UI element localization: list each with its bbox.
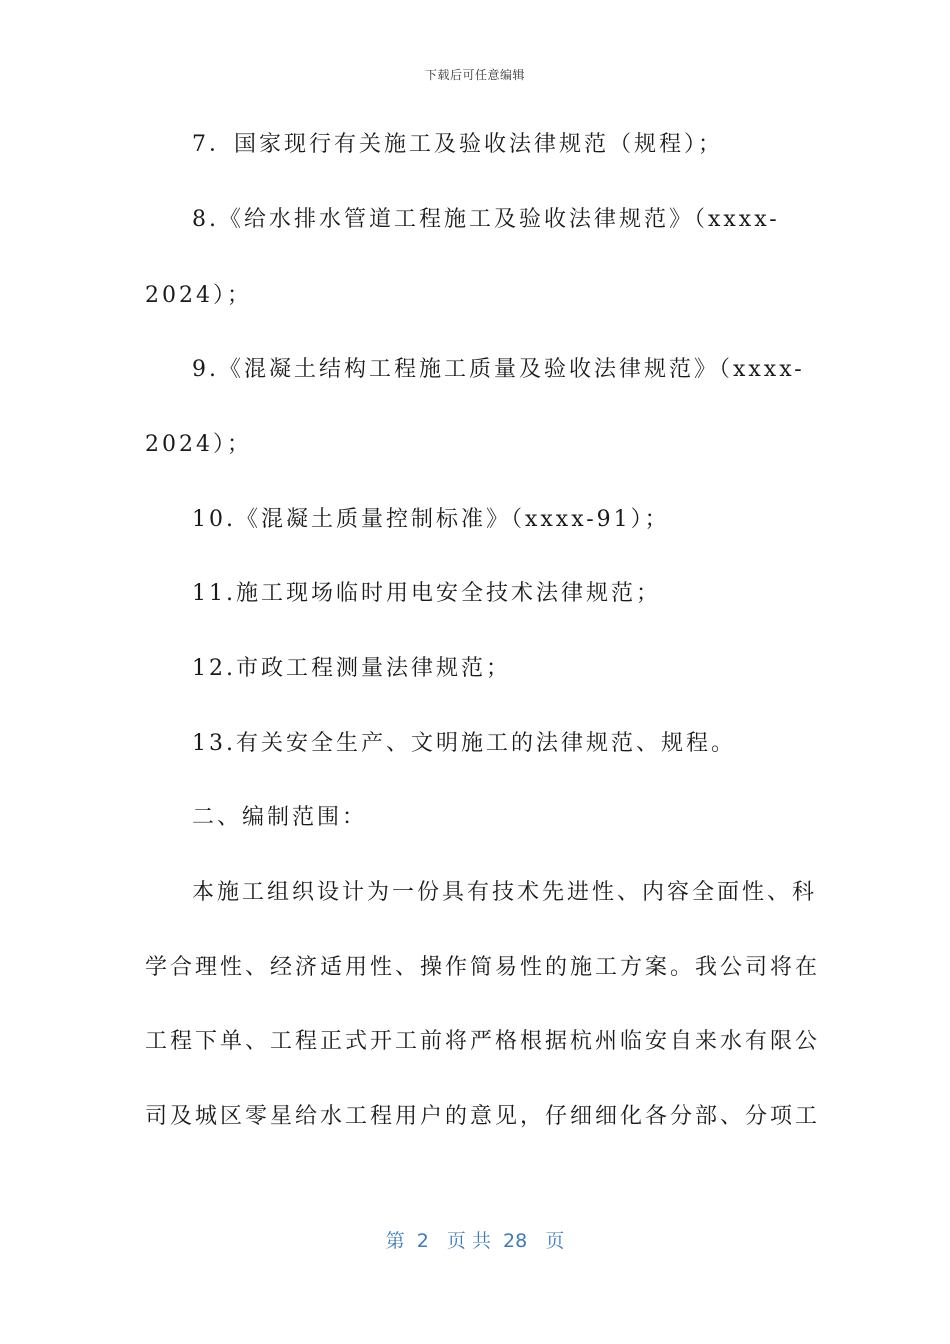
page-number-footer: 第 2 页 共 28 页 (385, 1230, 565, 1252)
list-item-9-line2: 2024）； (145, 432, 252, 457)
list-item-8-line2: 2024）； (145, 283, 252, 308)
list-item-8-line1: 8.《给水排水管道工程施工及验收法律规范》（xxxx- (192, 207, 780, 232)
page-header-note: 下载后可任意编辑 (424, 68, 525, 82)
paragraph-line-4: 司及城区零星给水工程用户的意见，仔细细化各分部、分项工 (145, 1104, 821, 1129)
list-item-13: 13.有关安全生产、文明施工的法律规范、规程。 (192, 731, 736, 756)
list-item-7: 7．国家现行有关施工及验收法律规范（规程）； (192, 132, 723, 157)
paragraph-line-2: 学合理性、经济适用性、操作简易性的施工方案。我公司将在 (145, 955, 821, 980)
list-item-11: 11.施工现场临时用电安全技术法律规范； (192, 581, 661, 606)
paragraph-line-3: 工程下单、工程正式开工前将严格根据杭州临安自来水有限公 (145, 1029, 821, 1054)
section-heading: 二、编制范围： (192, 805, 368, 830)
list-item-12: 12.市政工程测量法律规范； (192, 656, 511, 681)
list-item-10: 10.《混凝土质量控制标准》（xxxx-91）； (192, 507, 670, 532)
list-item-9-line1: 9.《混凝土结构工程施工质量及验收法律规范》（xxxx- (192, 357, 805, 382)
paragraph-line-1: 本施工组织设计为一份具有技术先进性、内容全面性、科 (192, 880, 818, 905)
